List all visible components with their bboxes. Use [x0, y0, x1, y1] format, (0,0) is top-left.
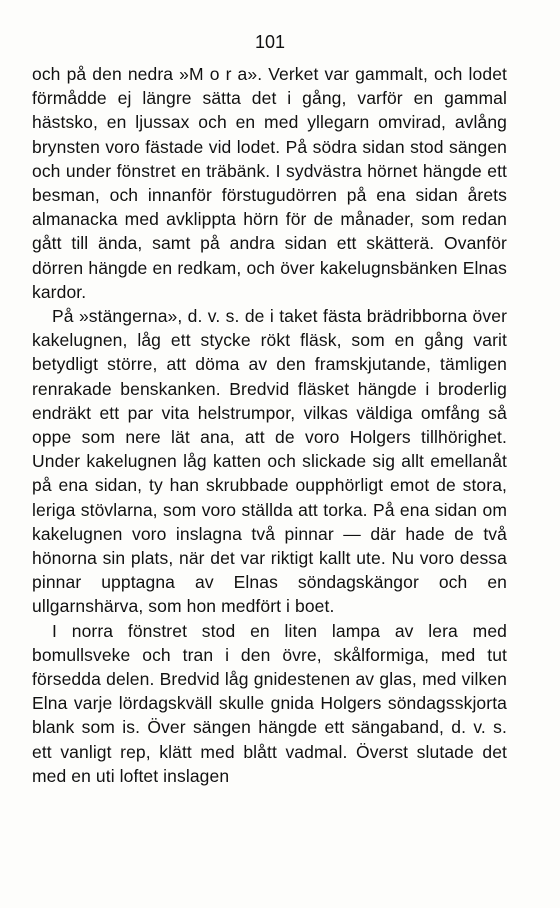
- body-text: [32, 62, 507, 788]
- paragraph-1: och på den nedra »M o r a». Verket var gammalt, och lodet förmådde ej längre sätta det i gång, varför en gammal hästsko, en ljussax och en med yllegarn omvirad, avlång brynsten voro fästade vid lodet. På södra sidan stod sängen och under fönstret en träbänk. I sydvästra hörnet hängde ett besman, och innanför förstugudörren på ena sidan årets almanacka med avklippta hörn för de månader, som redan gått till ända, samt på andra sidan ett skätterä. Ovanför dörren hängde en redkam, och över kakelugnsbänken Elnas kardor.: [32, 64, 507, 302]
- page-number: 101: [254, 32, 286, 52]
- paragraph-2: På »stängerna», d. v. s. de i taket fästa brädribborna över kakelugnen, låg ett stycke rökt fläsk, som en gång varit betydligt större, att döma av den framskjutande, tämligen renrakade benskanken. Bredvid fläsket hängde i broderlig endräkt ett par vita helstrumpor, vilkas väldiga omfång så oppe som nere lät ana, att de voro Holgers tillhörighet. Under kakelugnen låg katten och slickade sig allt emellanåt på ena sidan, ty han skrubbade oupphörligt emot de stora, leriga stövlarna, som voro ställda att torka. På ena sidan om kakelugnen voro inslagna två pinnar — där hade de två hönorna sin plats, när det var riktigt kallt ute. Nu voro dessa pinnar upptagna av Elnas söndagskängor och en ullgarnshärva, som hon medfört i boet.: [32, 306, 507, 617]
- paragraph-3: I norra fönstret stod en liten lampa av lera med bomullsveke och tran i den övre, skålformiga, med tut försedda delen. Bredvid låg gnidestenen av glas, med vilken Elna varje lördagskväll skulle gnida Holgers söndagsskjorta blank som is. Över sängen hängde ett sängaband, d. v. s. ett vanligt rep, klätt med blått vadmal. Överst slutade det med en uti loftet inslagen: [32, 620, 507, 786]
